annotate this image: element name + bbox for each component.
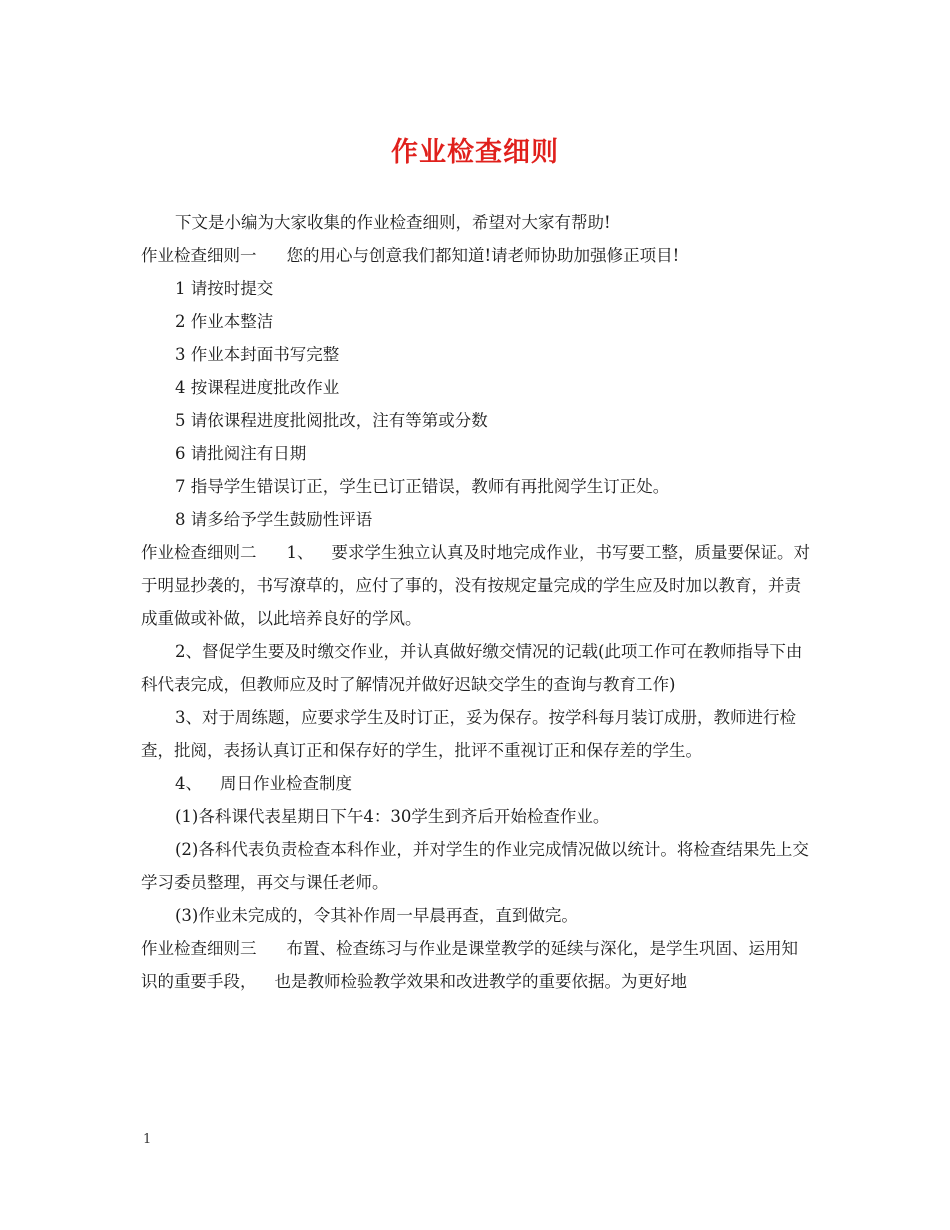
- list-item: 4 按课程进度批改作业: [175, 378, 340, 397]
- section2-paragraph-3: 3、对于周练题，应要求学生及时订正，妥为保存。按学科每月装订成册，教师进行检查，批阅，表扬认真订正和保存好的学生，批评不重视订正和保存差的学生。: [141, 708, 796, 760]
- section1-lead: 您的用心与创意我们都知道!请老师协助加强修正项目!: [286, 246, 680, 265]
- sub-item: (2)各科代表负责检查本科作业，并对学生的作业完成情况做以统计。将检查结果先上交学习委员整理，再交与课任老师。: [141, 840, 809, 892]
- list-item: 2 作业本整洁: [175, 312, 274, 331]
- section2-p4-text: 周日作业检查制度: [220, 774, 352, 793]
- list-item: 1 请按时提交: [175, 279, 274, 298]
- section2-p4-number: 4、: [175, 774, 202, 793]
- section3-text-b: 也是教师检验教学效果和改进教学的重要依据。为更好地: [274, 972, 687, 991]
- section1-lead-paragraph: [141, 239, 813, 272]
- section2-paragraph-1: [141, 536, 813, 635]
- document-body: [141, 206, 813, 998]
- section3-heading: 作业检查细则三: [141, 939, 257, 958]
- document-title: 作业检查细则: [391, 137, 559, 168]
- list-item: 3 作业本封面书写完整: [175, 345, 340, 364]
- intro-paragraph: 下文是小编为大家收集的作业检查细则，希望对大家有帮助!: [175, 213, 611, 232]
- section2-p1-number: 1、: [286, 543, 314, 562]
- section2-paragraph-2: 2、督促学生要及时缴交作业，并认真做好缴交情况的记载(此项工作可在教师指导下由科代表完成，但教师应及时了解情况并做好迟缺交学生的查询与教育工作): [141, 642, 803, 694]
- list-item: 7 指导学生错误订正，学生已订正错误，教师有再批阅学生订正处。: [175, 477, 670, 496]
- section3-paragraph: [141, 932, 813, 998]
- section2-heading: 作业检查细则二: [141, 543, 257, 562]
- section2-p1-text: 要求学生独立认真及时地完成作业，书写要工整，质量要保证。对于明显抄袭的，书写潦草的，应付了事的，没有按规定量完成的学生应及时加以教育，并责成重做或补做，以此培养良好的学风。: [141, 543, 810, 628]
- list-item: 8 请多给予学生鼓励性评语: [175, 510, 373, 529]
- section2-paragraph-4: [141, 767, 813, 800]
- sub-item: (3)作业未完成的，令其补作周一早晨再查，直到做完。: [175, 906, 578, 925]
- section1-heading: 作业检查细则一: [141, 246, 257, 265]
- section3-text-a: 布置、检查练习与作业是课堂教学的延续与深化，是学生巩固、运用知识的重要手段，: [141, 939, 798, 991]
- page-number: 1: [143, 1132, 152, 1147]
- sub-item: (1)各科课代表星期日下午4：30学生到齐后开始检查作业。: [175, 807, 610, 826]
- list-item: 5 请依课程进度批阅批改，注有等第或分数: [175, 411, 488, 430]
- list-item: 6 请批阅注有日期: [175, 444, 307, 463]
